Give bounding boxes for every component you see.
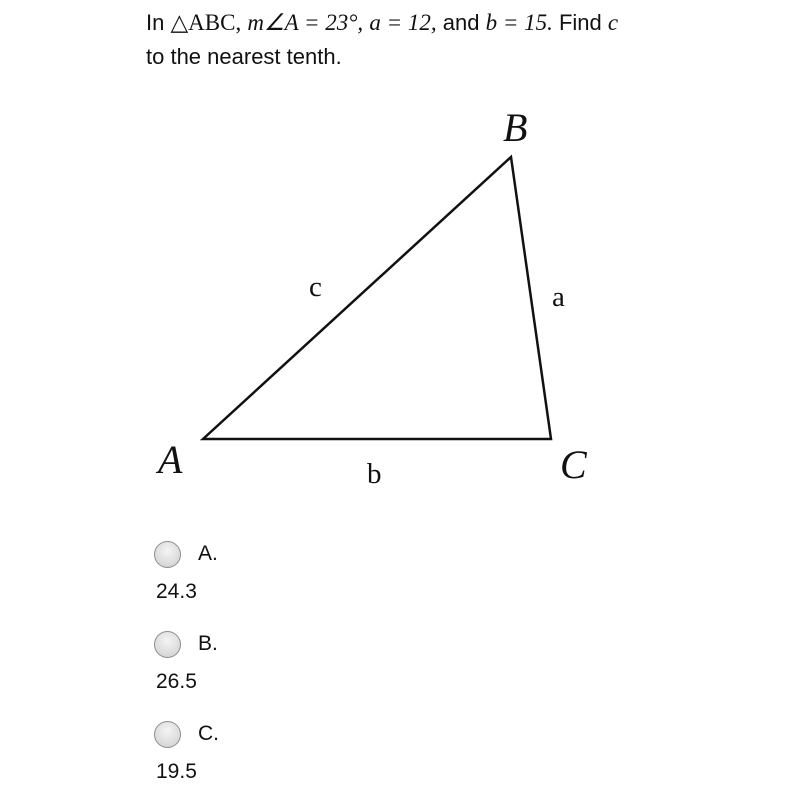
side-b-expression: b = 15. [485,10,553,35]
triangle-name: △ABC, [170,10,242,35]
choice-b-radio[interactable] [154,631,181,658]
side-label-b: b [367,458,382,490]
choice-c-radio[interactable] [154,721,181,748]
question-find: Find [558,10,602,35]
choice-b-value: 26.5 [156,670,197,693]
vertex-label-c: C [560,442,587,487]
choice-b[interactable] [154,628,218,693]
question-conjunction: and [442,10,480,35]
choice-b-letter: B. [198,632,218,655]
choice-a[interactable] [154,538,218,603]
choice-a-radio[interactable] [154,541,181,568]
side-label-a: a [552,281,565,313]
vertex-label-a: A [158,437,183,482]
triangle-abc [203,157,551,439]
choice-a-value: 24.3 [156,580,197,603]
unknown-variable: c [607,10,619,35]
side-a-expression: a = 12, [369,10,437,35]
choice-c-value: 19.5 [156,760,197,783]
question-line-2: to the nearest tenth. [146,44,342,69]
choice-c-letter: C. [198,722,219,745]
side-label-c: c [309,271,322,303]
angle-expression: m∠A = 23°, [247,10,364,35]
vertex-label-b: B [503,105,528,150]
question-intro: In [146,10,165,35]
choice-c[interactable] [154,718,219,783]
choice-a-letter: A. [198,542,218,565]
